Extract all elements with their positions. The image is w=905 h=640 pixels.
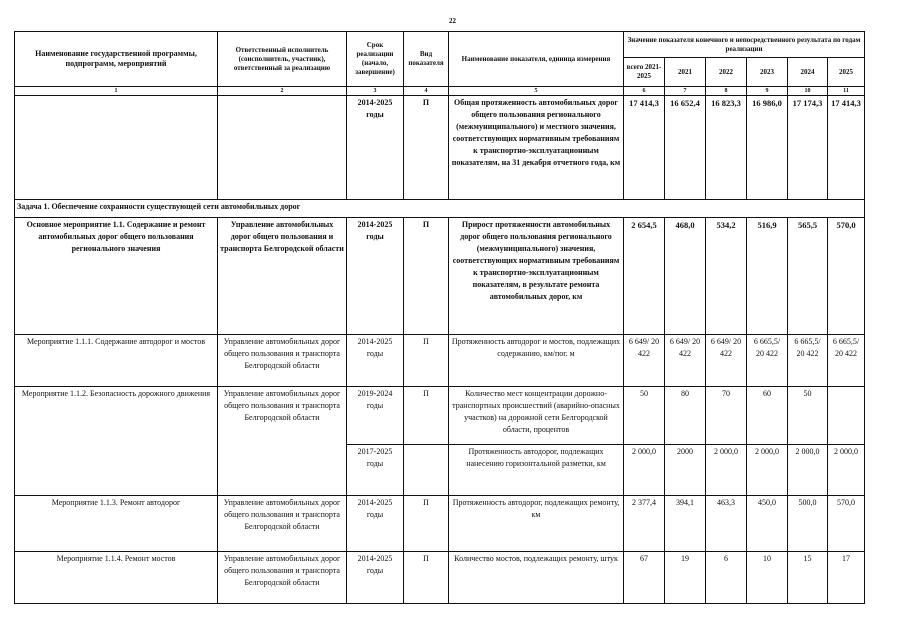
row-period: 2014-2025 годы: [347, 335, 404, 387]
row-period: 2017-2025 годы: [347, 445, 404, 496]
table-row: [15, 335, 865, 387]
row-value: 2 000,0: [828, 445, 865, 496]
row-indicator: Прирост протяженности автомобильных дорог общего пользования регионального (межмуниципального) значения, соответствующих нормативным требованиям к транспортно-эксплуатационным показателям, в результате ремонта автомобильных дорог, км: [449, 218, 624, 335]
table-row: [15, 218, 865, 335]
row-executor: Управление автомобильных дорог общего пользования и транспорта Белгородской области: [218, 218, 347, 335]
row-period: 2014-2025 годы: [347, 96, 404, 200]
row-value: 2000: [665, 445, 706, 496]
row-value: 80: [665, 387, 706, 445]
row-value: [828, 387, 865, 445]
row-value: 450,0: [747, 496, 788, 552]
row-indicator: Протяженность автодорог и мостов, подлежащих содержанию, км/пог. м: [449, 335, 624, 387]
header-type: Вид показателя: [404, 32, 449, 87]
task-row: [15, 200, 865, 218]
row-value: 6 649/ 20 422: [665, 335, 706, 387]
column-number: 7: [665, 87, 706, 96]
row-value: 6 665,5/ 20 422: [788, 335, 828, 387]
row-value: 468,0: [665, 218, 706, 335]
row-value: 6 649/ 20 422: [624, 335, 665, 387]
row-executor: Управление автомобильных дорог общего пользования и транспорта Белгородской области: [218, 552, 347, 604]
row-value: 394,1: [665, 496, 706, 552]
row-value: 16 986,0: [747, 96, 788, 200]
row-value: 50: [624, 387, 665, 445]
row-value: 15: [788, 552, 828, 604]
row-value: 67: [624, 552, 665, 604]
row-value: 2 000,0: [706, 445, 747, 496]
row-type: П: [404, 387, 449, 445]
row-type: П: [404, 218, 449, 335]
column-number: 9: [747, 87, 788, 96]
row-value: 500,0: [788, 496, 828, 552]
header-values-group: Значение показателя конечного и непосредственного результата по годам реализации: [624, 32, 865, 58]
task-title: Задача 1. Обеспечение сохранности существующей сети автомобильных дорог: [15, 200, 865, 218]
header-name: Наименование государственной программы, подпрограмм, мероприятий: [15, 32, 218, 87]
header-total: всего 2021-2025: [624, 58, 665, 87]
row-value: 565,5: [788, 218, 828, 335]
header-executor: Ответственный исполнитель (соисполнитель, участник), ответственный за реализацию: [218, 32, 347, 87]
program-indicators-table: [14, 31, 865, 604]
row-value: 16 652,4: [665, 96, 706, 200]
column-number: 5: [449, 87, 624, 96]
row-executor: [218, 96, 347, 200]
row-value: 16 823,3: [706, 96, 747, 200]
row-name: Мероприятие 1.1.1. Содержание автодорог и мостов: [15, 335, 218, 387]
row-name: Мероприятие 1.1.2. Безопасность дорожного движения: [15, 387, 218, 496]
row-value: 2 000,0: [747, 445, 788, 496]
row-executor: Управление автомобильных дорог общего пользования и транспорта Белгородской области: [218, 496, 347, 552]
row-value: 6 665,5/ 20 422: [747, 335, 788, 387]
row-type: П: [404, 335, 449, 387]
row-value: 17 414,3: [624, 96, 665, 200]
row-value: 19: [665, 552, 706, 604]
row-executor: Управление автомобильных дорог общего пользования и транспорта Белгородской области: [218, 335, 347, 387]
row-value: 17 174,3: [788, 96, 828, 200]
row-type: П: [404, 96, 449, 200]
row-indicator: Количество мостов, подлежащих ремонту, штук: [449, 552, 624, 604]
table-row: [15, 552, 865, 604]
row-name: Основное мероприятие 1.1. Содержание и ремонт автомобильных дорог общего пользования регионального значения: [15, 218, 218, 335]
row-type: [404, 445, 449, 496]
row-value: 534,2: [706, 218, 747, 335]
row-value: 2 377,4: [624, 496, 665, 552]
row-value: 6 649/ 20 422: [706, 335, 747, 387]
column-number: 11: [828, 87, 865, 96]
header-year: 2023: [747, 58, 788, 87]
header-period: Срок реализации (начало, завершение): [347, 32, 404, 87]
row-value: 6: [706, 552, 747, 604]
header-year: 2022: [706, 58, 747, 87]
page-number: 22: [449, 17, 456, 25]
row-value: 463,3: [706, 496, 747, 552]
row-value: 516,9: [747, 218, 788, 335]
row-name: Мероприятие 1.1.4. Ремонт мостов: [15, 552, 218, 604]
row-indicator: Общая протяженность автомобильных дорог общего пользования регионального (межмуниципального) и местного значения, соответствующих нормативным требованиям к транспортно-эксплуатационным показателям, на 31 декабря отчетного года, км: [449, 96, 624, 200]
table-row: [15, 496, 865, 552]
row-type: П: [404, 552, 449, 604]
row-executor: Управление автомобильных дорог общего пользования и транспорта Белгородской области: [218, 387, 347, 496]
header-indicator: Наименование показателя, единица измерения: [449, 32, 624, 87]
row-period: 2014-2025 годы: [347, 496, 404, 552]
row-value: 60: [747, 387, 788, 445]
row-indicator: Протяженность автодорог, подлежащих нанесению горизонтальной разметки, км: [449, 445, 624, 496]
header-year: 2024: [788, 58, 828, 87]
row-value: 50: [788, 387, 828, 445]
row-period: 2014-2025 годы: [347, 218, 404, 335]
column-number: 10: [788, 87, 828, 96]
row-value: 17 414,3: [828, 96, 865, 200]
row-value: 2 000,0: [624, 445, 665, 496]
column-number: 3: [347, 87, 404, 96]
column-number: 4: [404, 87, 449, 96]
row-value: 17: [828, 552, 865, 604]
row-value: 6 665,5/ 20 422: [828, 335, 865, 387]
column-number: 1: [15, 87, 218, 96]
row-name: Мероприятие 1.1.3. Ремонт автодорог: [15, 496, 218, 552]
table-row: [15, 387, 865, 445]
row-value: 2 654,5: [624, 218, 665, 335]
column-number: 8: [706, 87, 747, 96]
row-value: 570,0: [828, 218, 865, 335]
row-value: 570,0: [828, 496, 865, 552]
row-period: 2014-2025 годы: [347, 552, 404, 604]
row-value: 2 000,0: [788, 445, 828, 496]
column-number: 2: [218, 87, 347, 96]
row-indicator: Протяженность автодорог, подлежащих ремонту, км: [449, 496, 624, 552]
column-number: 6: [624, 87, 665, 96]
row-value: 70: [706, 387, 747, 445]
row-period: 2019-2024 годы: [347, 387, 404, 445]
row-value: 10: [747, 552, 788, 604]
header-year: 2025: [828, 58, 865, 87]
row-indicator: Количество мест концентрации дорожно-транспортных происшествий (аварийно-опасных участков) на дорожной сети Белгородской области, процентов: [449, 387, 624, 445]
row-type: П: [404, 496, 449, 552]
table-row: [15, 96, 865, 200]
row-name: [15, 96, 218, 200]
header-year: 2021: [665, 58, 706, 87]
